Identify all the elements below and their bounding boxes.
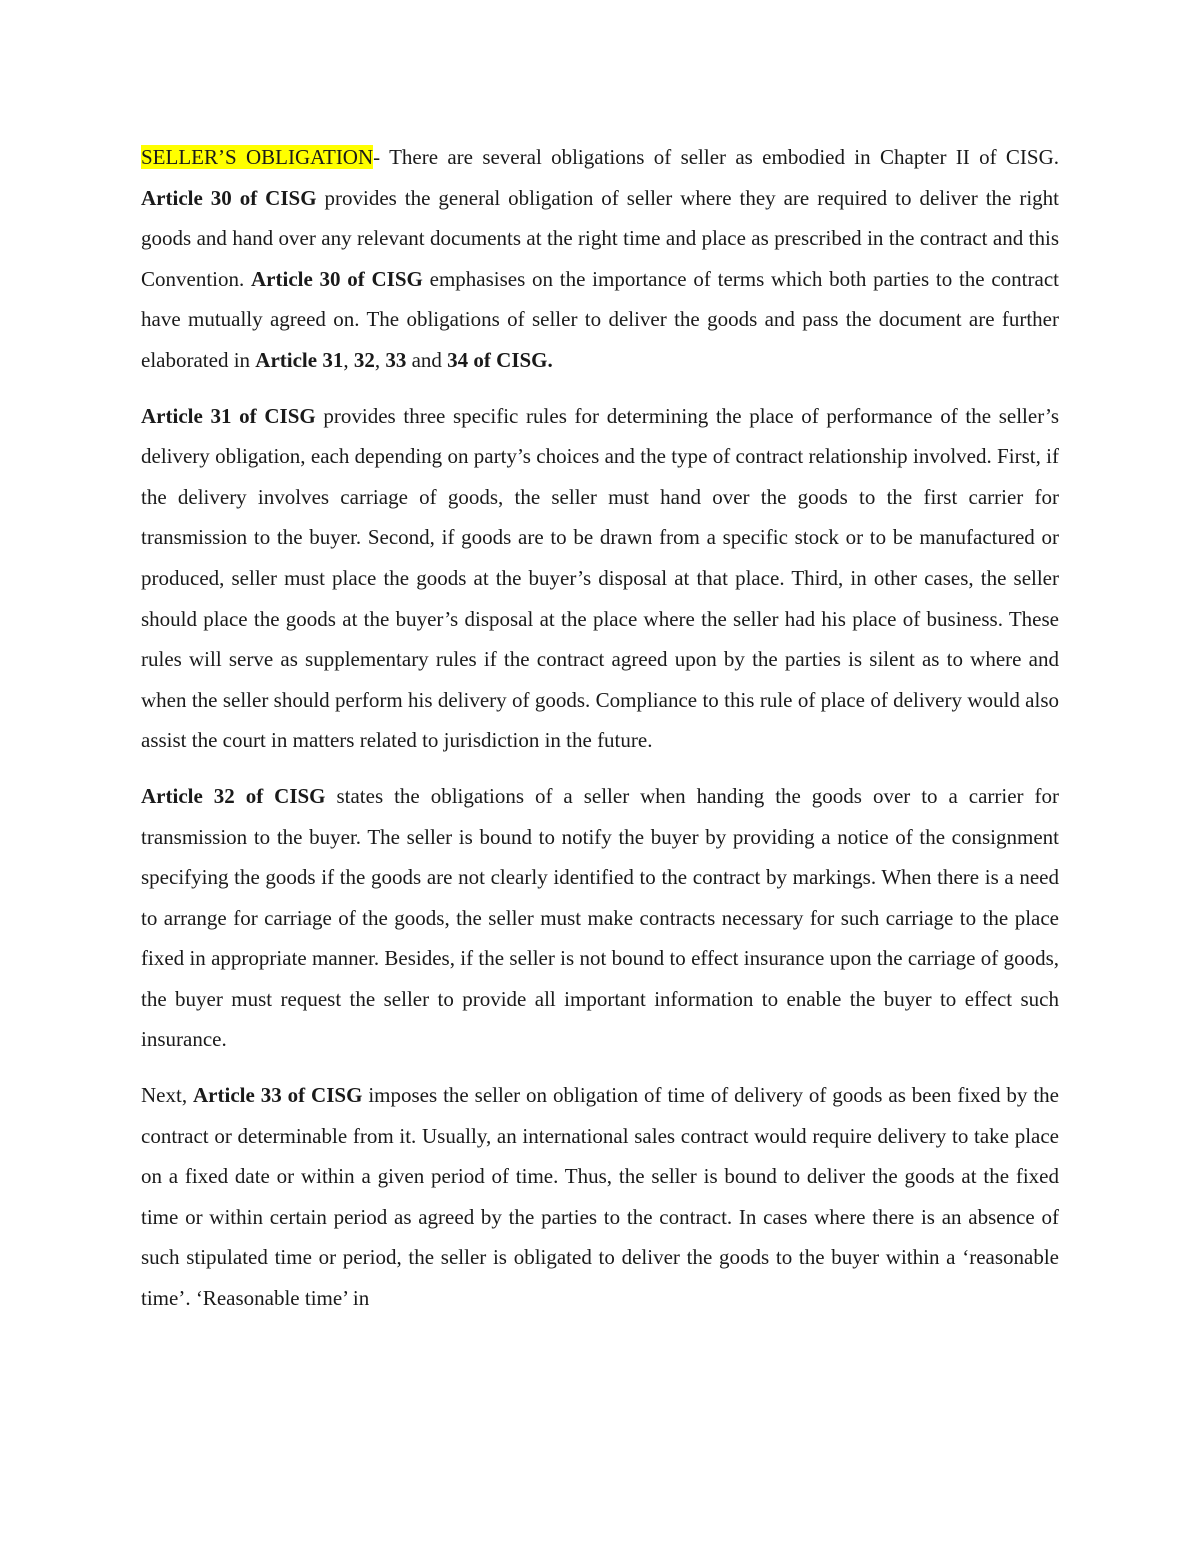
text-segment: provides three specific rules for determining the place of performance of the seller’s delivery obligation, each depending on party’s choices and the type of contract relationship involved. First, if the delivery involves carriage of goods, the seller must hand over the goods to the first carrier for transmission to the buyer. Second, if goods are to be drawn from a specific stock or to be manufactured or produced, seller must place the goods at the buyer’s disposal at that place. Third, in other cases, the seller should place the goods at the buyer’s disposal at the place where the seller had his place of business. These rules will serve as supplementary rules if the contract agreed upon by the parties is silent as to where and when the seller should perform his delivery of goods. Compliance to this rule of place of delivery would also assist the court in matters related to jurisdiction in the future. (141, 403, 1059, 753)
text-segment: and (406, 347, 448, 372)
text-segment: emphasises on the importance of terms which both parties to the contract have mutually agreed on. The obligations of seller to deliver the goods and pass the document are further elaborated in (141, 266, 1059, 372)
article-reference: 32 (353, 347, 375, 372)
text-segment: - There are several obligations of seller as embodied in Chapter II of CISG. (373, 145, 1059, 169)
heading-highlight: SELLER’S OBLIGATION (141, 145, 374, 169)
article-reference: Article 31 of CISG (141, 403, 316, 428)
text-segment: provides the general obligation of seller where they are required to deliver the right goods and hand over any relevant documents at the right time and place as prescribed in the contract and this Convention. (141, 185, 1059, 291)
article-reference: Article 32 of CISG (141, 783, 326, 808)
text-segment: Next, (141, 1083, 193, 1108)
article-reference: Article 31 (255, 347, 344, 372)
text-segment: , (343, 347, 354, 372)
paragraph-sellers-obligation (141, 137, 1059, 381)
document-body (141, 137, 1059, 1334)
article-reference: 34 of CISG. (447, 347, 553, 372)
paragraph-article-32 (141, 776, 1059, 1060)
article-reference: Article 30 of CISG (141, 185, 317, 210)
article-reference: 33 (385, 347, 407, 372)
paragraph-article-31 (141, 396, 1059, 761)
text-segment: imposes the seller on obligation of time of delivery of goods as been fixed by the contract or determinable from it. Usually, an international sales contract would require delivery to take place on a fixed date or within a given period of time. Thus, the seller is bound to deliver the goods at the fixed time or within certain period as agreed by the parties to the contract. In cases where there is an absence of such stipulated time or period, the seller is obligated to deliver the goods to the buyer within a ‘reasonable time’. ‘Reasonable time’ in (141, 1083, 1059, 1311)
article-reference: Article 30 of CISG (251, 266, 423, 291)
paragraph-article-33 (141, 1075, 1059, 1319)
article-reference: Article 33 of CISG (193, 1083, 363, 1108)
text-segment: , (374, 347, 386, 372)
text-segment: states the obligations of a seller when handing the goods over to a carrier for transmission to the buyer. The seller is bound to notify the buyer by providing a notice of the consignment specifying the goods if the goods are not clearly identified to the contract by markings. When there is a need to arrange for carriage of the goods, the seller must make contracts necessary for such carriage to the place fixed in appropriate manner. Besides, if the seller is not bound to effect insurance upon the carriage of goods, the buyer must request the seller to provide all important information to enable the buyer to effect such insurance. (141, 783, 1059, 1052)
